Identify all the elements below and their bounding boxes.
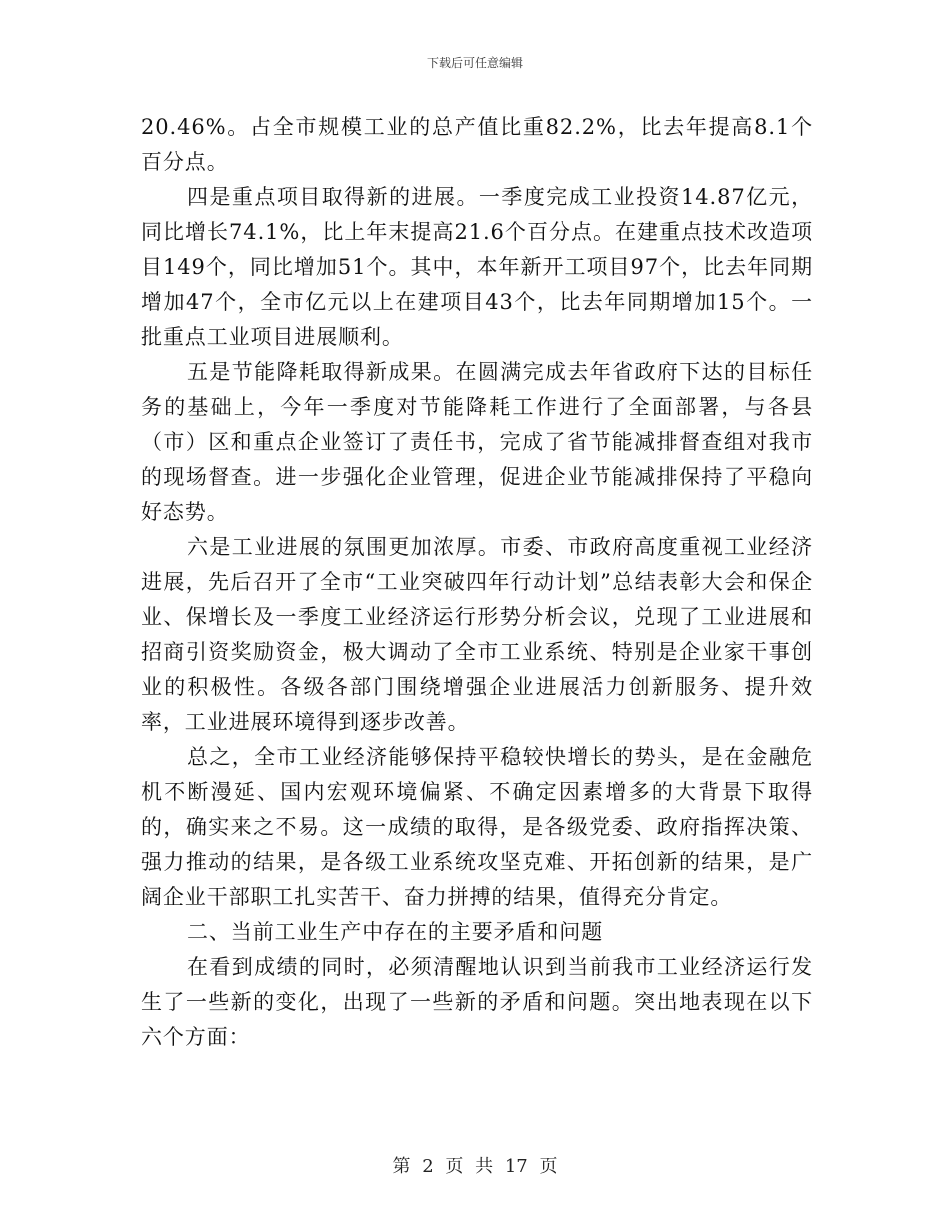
page-header: 下载后可任意编辑 xyxy=(426,56,523,70)
paragraph-key-projects: 四是重点项目取得新的进展。一季度完成工业投资14.87亿元，同比增长74.1%，比上年末提高21.6个百分点。在建重点技术改造项目149个，同比增加51个。其中，本年新开工项目97个，比去年同期增加47个，全市亿元以上在建项目43个，比去年同期增加15个。一批重点工业项目进展顺利。 xyxy=(141,185,813,349)
paragraph-problems-intro: 在看到成绩的同时，必须清醒地认识到当前我市工业经济运行发生了一些新的变化，出现了一些新的矛盾和问题。突出地表现在以下六个方面： xyxy=(141,955,813,1049)
paragraph-summary: 总之，全市工业经济能够保持平稳较快增长的势头，是在金融危机不断漫延、国内宏观环境偏紧、不确定因素增多的大背景下取得的，确实来之不易。这一成绩的取得，是各级党委、政府指挥决策、强力推动的结果，是各级工业系统攻坚克难、开拓创新的结果，是广阔企业干部职工扎实苦干、奋力拼搏的结果，值得充分肯定。 xyxy=(141,745,813,909)
paragraph-industrial-atmosphere: 六是工业进展的氛围更加浓厚。市委、市政府高度重视工业经济进展，先后召开了全市“工业突破四年行动计划”总结表彰大会和保企业、保增长及一季度工业经济运行形势分析会议，兑现了工业进展和招商引资奖励资金，极大调动了全市工业系统、特别是企业家干事创业的积极性。各级各部门围绕增强企业进展活力创新服务、提升效率，工业进展环境得到逐步改善。 xyxy=(141,535,813,734)
page-number: 第 2 页 共 17 页 xyxy=(392,1156,558,1177)
document-body xyxy=(141,110,813,1055)
paragraph-continuation: 20.46%。占全市规模工业的总产值比重82.2%，比去年提高8.1个百分点。 xyxy=(141,115,813,174)
paragraph-energy-saving: 五是节能降耗取得新成果。在圆满完成去年省政府下达的目标任务的基础上，今年一季度对节能降耗工作进行了全面部署，与各县（市）区和重点企业签订了责任书，完成了省节能减排督查组对我市的现场督查。进一步强化企业管理，促进企业节能减排保持了平稳向好态势。 xyxy=(141,360,813,524)
section-heading-problems: 二、当前工业生产中存在的主要矛盾和问题 xyxy=(187,920,604,944)
